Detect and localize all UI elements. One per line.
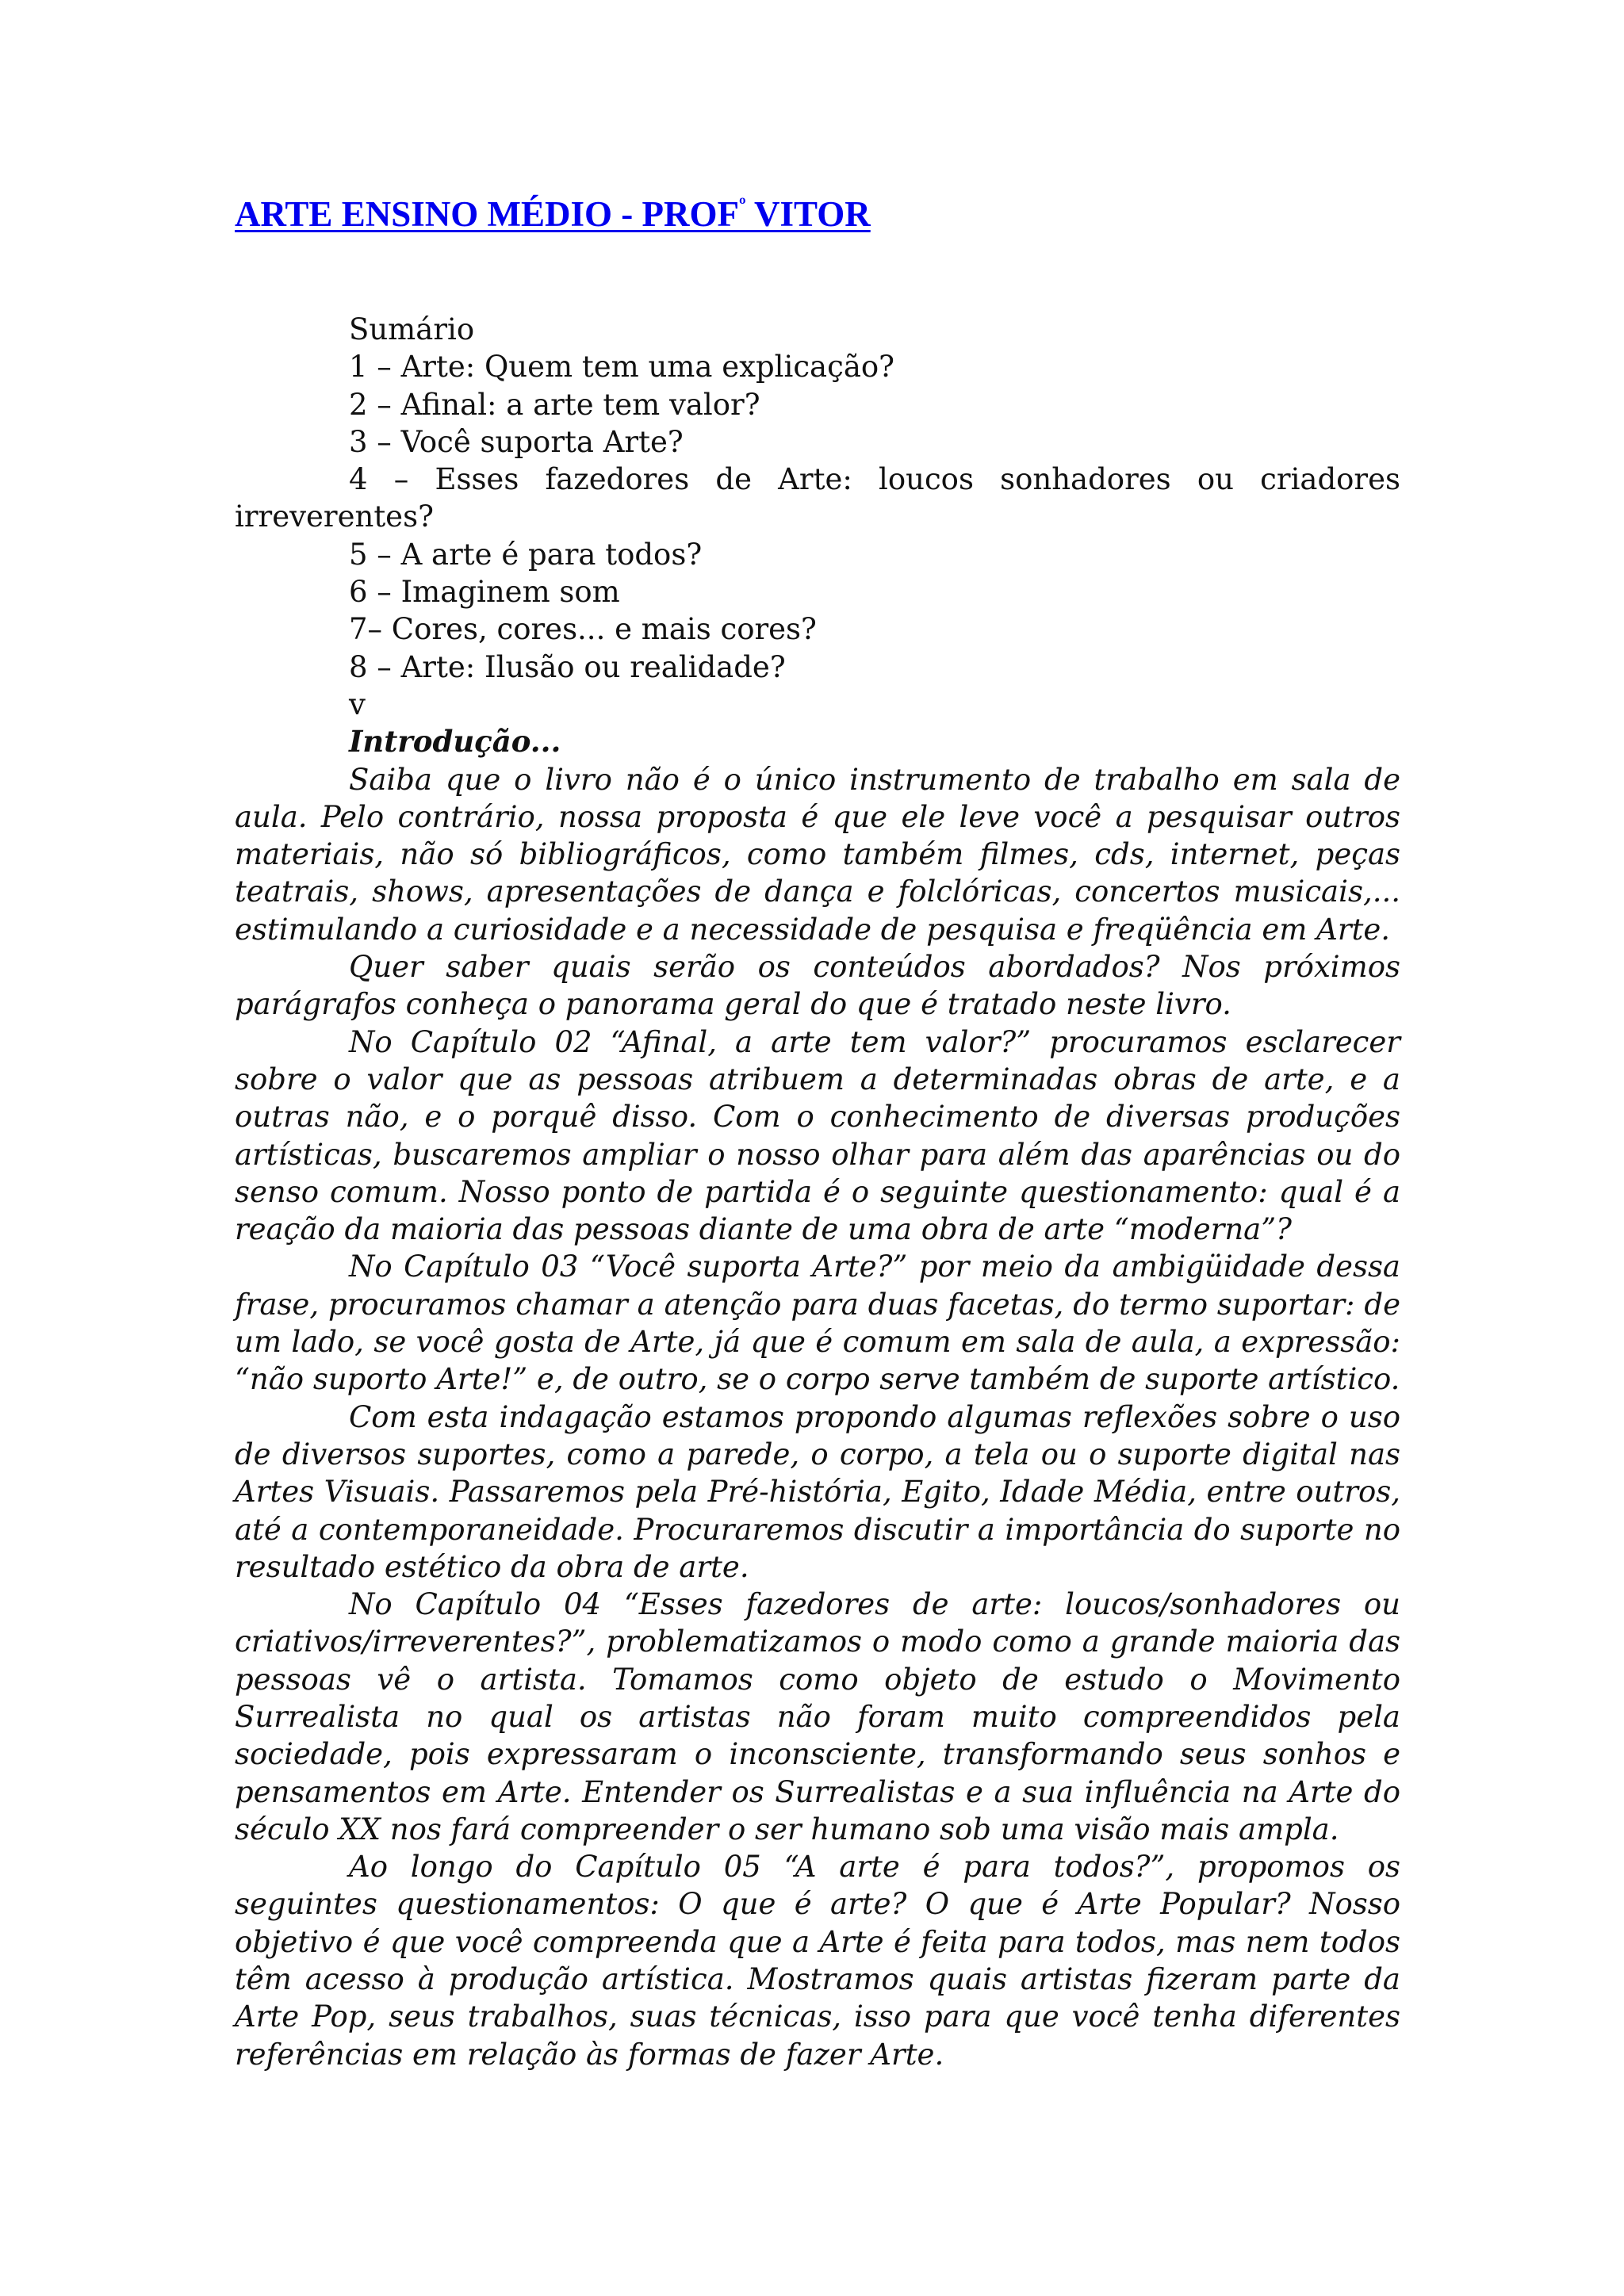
intro-paragraph-4: No Capítulo 03 “Você suporta Arte?” por meio da ambigüidade dessa frase, procuramos chamar a atenção para duas facetas, do termo suportar: de um lado, se você gosta de Arte, já que é comum em sala de aula, a expressão: “não suporto Arte!” e, de outro, se o corpo serve também de suporte artístico. (235, 1249, 1400, 1397)
title-tail: VITOR (745, 194, 871, 234)
toc-item-2: 2 – Afinal: a arte tem valor? (349, 387, 760, 422)
toc-item-6: 6 – Imaginem som (349, 575, 620, 610)
toc-item-4: 4 – Esses fazedores de Arte: loucos sonhadores ou criadores irreverentes? (235, 462, 1400, 534)
intro-paragraph-5: Com esta indagação estamos propondo algumas reflexões sobre o uso de diversos suportes, como a parede, o corpo, a tela ou o suporte digital nas Artes Visuais. Passaremos pela Pré-história, Egito, Idade Média, entre outros, até a contemporaneidade. Procuraremos discutir a importância do suporte no resultado estético da obra de arte. (235, 1399, 1400, 1584)
document-title-link[interactable] (235, 190, 871, 238)
intro-paragraph-6: No Capítulo 04 “Esses fazedores de arte: loucos/sonhadores ou criativos/irreverentes?”, problematizamos o modo como a grande maioria das pessoas vê o artista. Tomamos como objeto de estudo o Movimento Surrealista no qual os artistas não foram muito compreendidos pela sociedade, pois expressaram o inconsciente, transformando seus sonhos e pensamentos em Arte. Entender os Surrealistas e a sua influência na Arte do século XX nos fará compreender o ser humano sob uma visão mais ampla. (235, 1587, 1400, 1846)
intro-paragraph-1: Saiba que o livro não é o único instrumento de trabalho em sala de aula. Pelo contrário, nossa proposta é que ele leve você a pesquisar outros materiais, não só bibliográficos, como também filmes, cds, internet, peças teatrais, shows, apresentações de dança e folclóricas, concertos musicais,... estimulando a curiosidade e a necessidade de pesquisa e freqüência em Arte. (235, 762, 1400, 947)
toc-item-7: 7– Cores, cores... e mais cores? (349, 612, 817, 647)
document-body (235, 311, 1400, 2073)
intro-heading: Introdução... (349, 724, 561, 760)
toc-item-8: 8 – Arte: Ilusão ou realidade? (349, 649, 786, 684)
toc-heading: Sumário (349, 312, 475, 346)
intro-paragraph-2: Quer saber quais serão os conteúdos abordados? Nos próximos parágrafos conheça o panorama geral do que é tratado neste livro. (235, 950, 1400, 1022)
toc-item-1: 1 – Arte: Quem tem uma explicação? (349, 350, 895, 385)
toc-item-5: 5 – A arte é para todos? (349, 537, 703, 572)
toc-item-3: 3 – Você suporta Arte? (349, 424, 684, 459)
intro-paragraph-7: Ao longo do Capítulo 05 “A arte é para todos?”, propomos os seguintes questionamentos: O que é arte? O que é Arte Popular? Nosso objetivo é que você compreenda que a Arte é feita para todos, mas nem todos têm acesso à produção artística. Mostramos quais artistas fizeram parte da Arte Pop, seus trabalhos, suas técnicas, isso para que você tenha diferentes referências em relação às formas de fazer Arte. (235, 1850, 1400, 2072)
title-superscript: º (738, 193, 746, 216)
title-text: ARTE ENSINO MÉDIO - PROF (235, 194, 739, 234)
toc-stray-mark: v (349, 687, 366, 721)
intro-paragraph-3: No Capítulo 02 “Afinal, a arte tem valor?” procuramos esclarecer sobre o valor que as pessoas atribuem a determinadas obras de arte, e a outras não, e o porquê disso. Com o conhecimento de diversas produções artísticas, buscaremos ampliar o nosso olhar para além das aparências ou do senso comum. Nosso ponto de partida é o seguinte questionamento: qual é a reação da maioria das pessoas diante de uma obra de arte “moderna”? (235, 1024, 1400, 1247)
